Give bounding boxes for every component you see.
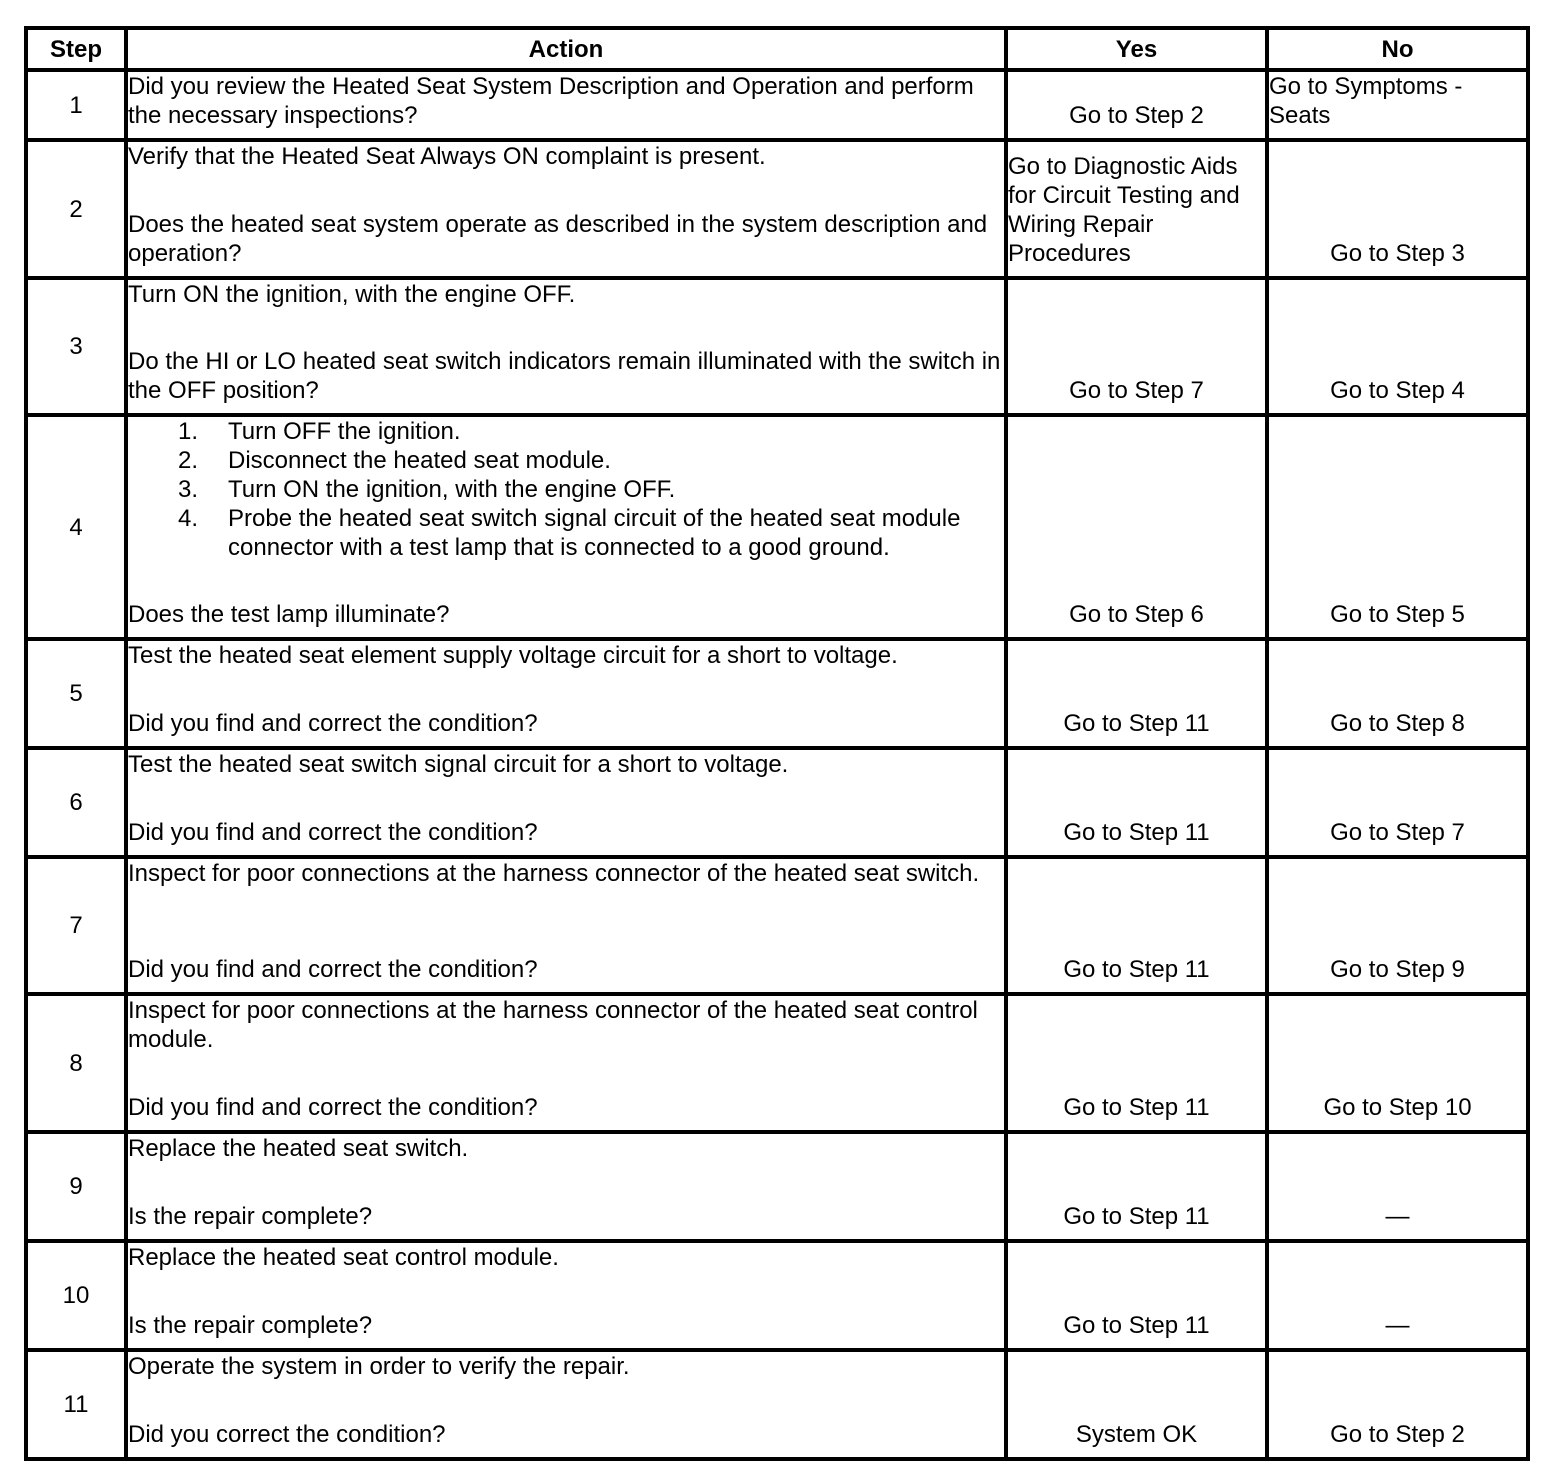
header-yes: Yes	[1006, 28, 1267, 70]
action-cell	[126, 748, 1006, 857]
no-cell	[1267, 140, 1528, 278]
diagnostic-table	[24, 26, 1530, 1461]
no-cell	[1267, 994, 1528, 1132]
yes-link[interactable]: Go to Step 11	[1063, 1203, 1210, 1230]
step-number: 9	[26, 1132, 126, 1241]
action-question: Is the repair complete?	[128, 1312, 373, 1339]
step-number: 8	[26, 994, 126, 1132]
list-text: Disconnect the heated seat module.	[228, 447, 611, 474]
header-action: Action	[126, 28, 1006, 70]
yes-link[interactable]: Go to Step 11	[1063, 819, 1210, 846]
table-row	[26, 278, 1528, 415]
yes-link[interactable]: Go to Step 11	[1063, 1094, 1210, 1121]
action-cell	[126, 994, 1006, 1132]
table-row	[26, 748, 1528, 857]
list-number: 3.	[177, 476, 198, 503]
list-number: 2.	[177, 447, 198, 474]
list-text: Probe the heated seat switch signal circuit of the heated seat module connector with a test lamp that is connected to a good ground.	[228, 505, 961, 561]
step-number: 1	[26, 70, 126, 140]
yes-cell	[1006, 1241, 1267, 1350]
table-row	[26, 415, 1528, 639]
step-number: 4	[26, 415, 126, 639]
action-instruction: Inspect for poor connections at the harness connector of the heated seat switch.	[128, 860, 980, 887]
table-row	[26, 994, 1528, 1132]
no-cell	[1267, 70, 1528, 140]
action-instruction: Replace the heated seat switch.	[128, 1135, 469, 1162]
action-instruction: Test the heated seat switch signal circuit for a short to voltage.	[128, 751, 789, 778]
no-cell	[1267, 278, 1528, 415]
action-instruction: Verify that the Heated Seat Always ON complaint is present.	[128, 143, 766, 170]
no-link[interactable]: Go to Step 10	[1323, 1094, 1472, 1121]
action-cell	[126, 140, 1006, 278]
no-link[interactable]: Go to Step 3	[1330, 240, 1465, 267]
list-text: Turn ON the ignition, with the engine OFF.	[228, 476, 676, 503]
step-number: 10	[26, 1241, 126, 1350]
step-number: 3	[26, 278, 126, 415]
step-number: 7	[26, 857, 126, 994]
list-item	[128, 446, 1004, 475]
no-dash: —	[1385, 1312, 1410, 1339]
action-cell	[126, 639, 1006, 748]
list-number: 4.	[177, 505, 198, 532]
step-number: 2	[26, 140, 126, 278]
yes-link[interactable]: Go to Step 2	[1069, 102, 1204, 129]
list-item	[128, 417, 1004, 446]
yes-cell	[1006, 748, 1267, 857]
no-cell	[1267, 748, 1528, 857]
no-cell	[1267, 857, 1528, 994]
yes-cell	[1006, 278, 1267, 415]
yes-cell	[1006, 415, 1267, 639]
table-row	[26, 639, 1528, 748]
header-no: No	[1267, 28, 1528, 70]
yes-cell	[1006, 857, 1267, 994]
action-question: Did you find and correct the condition?	[128, 819, 538, 846]
yes-link[interactable]: Go to Diagnostic Aids for Circuit Testing and Wiring Repair Procedures	[1008, 153, 1240, 267]
yes-cell	[1006, 994, 1267, 1132]
table-row	[26, 1241, 1528, 1350]
yes-link[interactable]: Go to Step 11	[1063, 1312, 1210, 1339]
action-question: Does the heated seat system operate as described in the system description and operation?	[128, 211, 988, 267]
no-link[interactable]: Go to Step 2	[1330, 1421, 1465, 1448]
action-instruction: Operate the system in order to verify the repair.	[128, 1353, 630, 1380]
action-cell	[126, 1350, 1006, 1459]
no-link[interactable]: Go to Step 5	[1330, 601, 1465, 628]
table-row	[26, 70, 1528, 140]
action-instruction: Replace the heated seat control module.	[128, 1244, 559, 1271]
no-link[interactable]: Go to Step 4	[1330, 377, 1465, 404]
no-dash: —	[1385, 1203, 1410, 1230]
procedure-list	[128, 417, 1004, 562]
action-question: Does the test lamp illuminate?	[128, 601, 450, 628]
yes-link[interactable]: Go to Step 11	[1063, 956, 1210, 983]
action-question: Is the repair complete?	[128, 1203, 373, 1230]
action-question: Did you review the Heated Seat System Description and Operation and perform the necessary inspections?	[128, 73, 974, 129]
table-row	[26, 857, 1528, 994]
action-instruction: Test the heated seat element supply voltage circuit for a short to voltage.	[128, 642, 898, 669]
yes-cell	[1006, 639, 1267, 748]
action-cell	[126, 70, 1006, 140]
yes-cell	[1006, 70, 1267, 140]
action-instruction: Turn ON the ignition, with the engine OFF.	[128, 281, 576, 308]
list-item	[128, 504, 1004, 562]
yes-cell	[1006, 1132, 1267, 1241]
no-cell	[1267, 415, 1528, 639]
table-row	[26, 140, 1528, 278]
yes-link[interactable]: Go to Step 11	[1063, 710, 1210, 737]
yes-link[interactable]: Go to Step 7	[1069, 377, 1204, 404]
yes-result: System OK	[1075, 1421, 1198, 1448]
action-instruction: Inspect for poor connections at the harness connector of the heated seat control module.	[128, 997, 978, 1053]
step-number: 11	[26, 1350, 126, 1459]
no-cell	[1267, 1241, 1528, 1350]
yes-cell	[1006, 1350, 1267, 1459]
action-question: Did you find and correct the condition?	[128, 710, 538, 737]
action-question: Do the HI or LO heated seat switch indicators remain illuminated with the switch in the OFF position?	[128, 348, 1001, 404]
no-link[interactable]: Go to Step 9	[1330, 956, 1465, 983]
no-link[interactable]: Go to Step 7	[1330, 819, 1465, 846]
list-text: Turn OFF the ignition.	[228, 418, 461, 445]
no-cell	[1267, 1350, 1528, 1459]
action-cell	[126, 278, 1006, 415]
action-question: Did you find and correct the condition?	[128, 956, 538, 983]
yes-cell	[1006, 140, 1267, 278]
table-row	[26, 1350, 1528, 1459]
no-link[interactable]: Go to Step 8	[1330, 710, 1465, 737]
yes-link[interactable]: Go to Step 6	[1069, 601, 1204, 628]
action-question: Did you correct the condition?	[128, 1421, 446, 1448]
step-number: 6	[26, 748, 126, 857]
action-cell	[126, 1132, 1006, 1241]
header-step: Step	[26, 28, 126, 70]
action-cell	[126, 1241, 1006, 1350]
action-question: Did you find and correct the condition?	[128, 1094, 538, 1121]
header-row	[26, 28, 1528, 70]
action-cell	[126, 415, 1006, 639]
list-item	[128, 475, 1004, 504]
list-number: 1.	[177, 418, 198, 445]
no-link[interactable]: Go to Symptoms - Seats	[1269, 73, 1463, 129]
no-cell	[1267, 1132, 1528, 1241]
no-cell	[1267, 639, 1528, 748]
action-cell	[126, 857, 1006, 994]
step-number: 5	[26, 639, 126, 748]
table-row	[26, 1132, 1528, 1241]
